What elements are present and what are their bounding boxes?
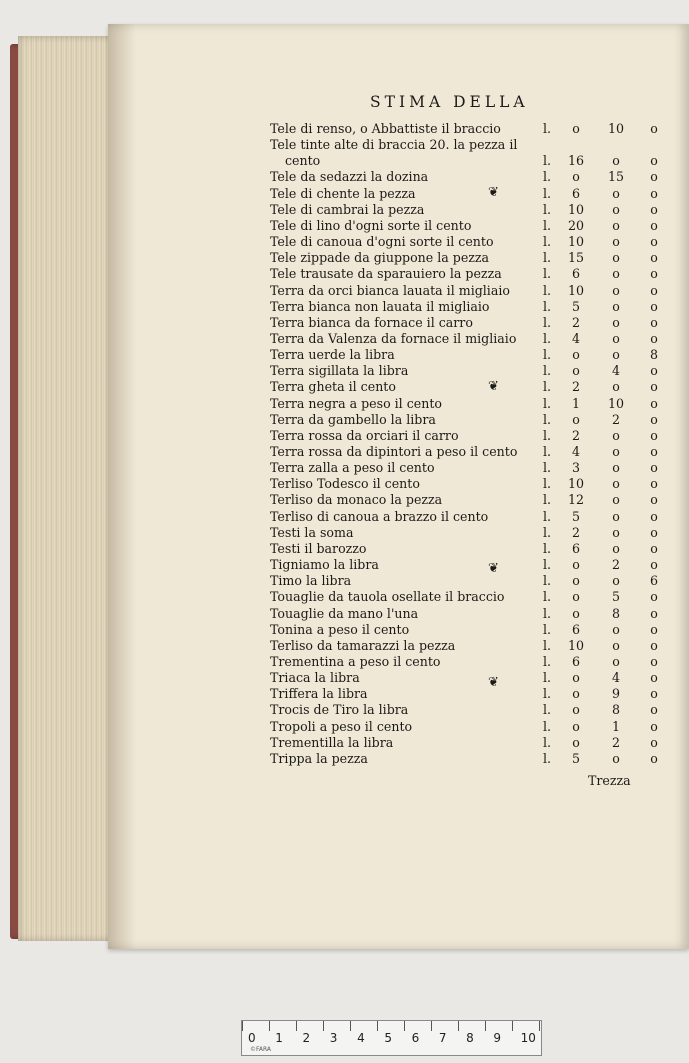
item-description: Trocis de Tiro la libra — [270, 702, 409, 718]
table-row — [0, 363, 689, 379]
unit-label: l. — [543, 363, 552, 379]
table-row — [0, 670, 689, 686]
table-row — [0, 686, 689, 702]
table-row — [0, 412, 689, 428]
value-col-1: o — [572, 702, 580, 718]
value-col-1: o — [572, 363, 580, 379]
value-col-1: 4 — [571, 444, 580, 459]
ruler-number: 0 — [248, 1031, 256, 1045]
item-description: Terra bianca non lauata il migliaio — [270, 298, 490, 314]
value-col-2: o — [612, 637, 620, 653]
value-col-3: o — [650, 621, 658, 637]
unit-label: l. — [543, 121, 552, 136]
value-col-1: 6 — [571, 266, 580, 282]
table-row — [0, 492, 689, 508]
table-row — [0, 444, 689, 460]
value-col-2: o — [612, 573, 620, 589]
value-col-2: 2 — [611, 411, 620, 427]
value-col-1: o — [572, 605, 580, 621]
item-description: Triffera la libra — [270, 686, 368, 702]
value-col-2: o — [612, 298, 620, 314]
fleuron-icon: ❦ — [488, 675, 499, 690]
value-col-1: 10 — [567, 201, 585, 217]
value-col-1: o — [572, 718, 580, 734]
ruler-number: 5 — [384, 1031, 392, 1045]
value-col-3: o — [650, 379, 658, 395]
item-description: Timo la libra — [270, 573, 352, 589]
ruler-number: 9 — [493, 1031, 502, 1045]
value-col-1: o — [572, 169, 580, 185]
unit-label: l. — [543, 686, 552, 702]
table-row — [0, 266, 689, 282]
value-col-1: o — [572, 686, 580, 702]
unit-label: l. — [543, 185, 552, 201]
item-description: Terliso da tamarazzi la pezza — [270, 637, 456, 653]
value-col-1: 12 — [567, 492, 585, 508]
value-col-3: o — [650, 686, 658, 702]
fleuron-icon: ❦ — [488, 379, 499, 394]
table-row — [0, 283, 689, 299]
value-col-3: o — [650, 250, 658, 266]
unit-label: l. — [543, 589, 552, 605]
ruler-number: 6 — [411, 1031, 420, 1045]
value-col-3: o — [650, 492, 658, 508]
value-col-2: o — [612, 508, 620, 524]
item-description: Terliso da monaco la pezza — [270, 492, 443, 508]
unit-label: l. — [543, 508, 552, 524]
value-col-2: o — [612, 314, 620, 330]
table-row — [0, 751, 689, 767]
value-col-1: 20 — [567, 217, 585, 233]
item-description: Tropoli a peso il cento — [270, 718, 413, 734]
value-col-3: o — [650, 605, 658, 621]
unit-label: l. — [543, 460, 552, 476]
value-col-2: o — [612, 379, 620, 395]
value-col-1: 2 — [571, 314, 580, 330]
ruler-number: 2 — [302, 1031, 311, 1045]
value-col-3: o — [650, 314, 658, 330]
value-col-2: 15 — [607, 169, 625, 185]
unit-label: l. — [543, 444, 552, 459]
value-col-1: o — [572, 411, 580, 427]
unit-label: l. — [543, 201, 552, 217]
item-description: Tele di canoua d'ogni sorte il cento — [270, 234, 494, 250]
value-col-1: 15 — [567, 250, 585, 266]
value-col-1: o — [572, 557, 580, 573]
unit-label: l. — [543, 476, 552, 492]
ruler-number: 7 — [438, 1031, 447, 1045]
value-col-2: o — [612, 217, 620, 233]
value-col-1: o — [572, 121, 580, 136]
table-row — [0, 476, 689, 492]
running-heading: STIMA DELLA — [370, 93, 529, 111]
value-col-2: o — [612, 282, 620, 298]
value-col-2: o — [612, 621, 620, 637]
value-col-3: o — [650, 363, 658, 379]
ruler-number: 10 — [520, 1031, 536, 1045]
value-col-3: o — [650, 444, 658, 459]
item-description: Tele da sedazzi la dozina — [270, 169, 429, 185]
value-col-1: o — [572, 670, 580, 686]
ruler-number: 4 — [357, 1031, 365, 1045]
unit-label: l. — [543, 395, 552, 411]
value-col-2: o — [612, 347, 620, 363]
unit-label: l. — [543, 169, 552, 185]
table-row — [0, 589, 689, 605]
unit-label: l. — [543, 750, 552, 766]
ruler-brand: ©FARA — [250, 1046, 272, 1053]
ruler-number: 1 — [275, 1031, 283, 1045]
value-col-3: o — [650, 201, 658, 217]
value-col-1: 5 — [571, 508, 580, 524]
value-col-1: o — [572, 573, 580, 589]
value-col-1: 6 — [571, 540, 580, 556]
item-description: cento — [285, 153, 321, 169]
value-col-2: o — [612, 750, 620, 766]
item-description: Terra da orci bianca lauata il migliaio — [270, 282, 510, 298]
table-row — [0, 186, 689, 202]
table-row — [0, 121, 689, 137]
value-col-3: 6 — [649, 573, 658, 589]
item-description: Tonina a peso il cento — [270, 621, 410, 637]
value-col-1: 10 — [567, 476, 585, 492]
value-col-3: o — [650, 524, 658, 540]
value-col-3: o — [650, 169, 658, 185]
item-description: Trippa la pezza — [270, 750, 368, 766]
table-row — [0, 735, 689, 751]
unit-label: l. — [543, 314, 552, 330]
value-col-2: o — [612, 234, 620, 250]
item-description: Tele di cambrai la pezza — [270, 201, 425, 217]
value-col-3: o — [650, 266, 658, 282]
table-row — [0, 719, 689, 735]
value-col-2: o — [612, 444, 620, 459]
unit-label: l. — [543, 217, 552, 233]
item-description: Tele trausate da sparauiero la pezza — [270, 266, 502, 282]
value-col-1: 2 — [571, 524, 580, 540]
value-col-1: o — [572, 734, 580, 750]
value-col-3: o — [650, 718, 658, 734]
unit-label: l. — [543, 250, 552, 266]
unit-label: l. — [543, 411, 552, 427]
table-row — [0, 379, 689, 395]
value-col-3: o — [650, 330, 658, 346]
item-description: Tele tinte alte di braccia 20. la pezza il — [270, 137, 518, 153]
unit-label: l. — [543, 557, 552, 573]
value-col-1: 1 — [571, 395, 580, 411]
table-row — [0, 622, 689, 638]
value-col-1: 5 — [571, 298, 580, 314]
value-col-3: o — [650, 411, 658, 427]
value-col-2: o — [612, 201, 620, 217]
value-col-2: 8 — [611, 702, 620, 718]
value-col-1: o — [572, 589, 580, 605]
table-row — [0, 573, 689, 589]
value-col-2: o — [612, 266, 620, 282]
value-col-2: o — [612, 476, 620, 492]
table-row — [0, 234, 689, 250]
value-col-2: o — [612, 330, 620, 346]
table-row — [0, 606, 689, 622]
value-col-3: 8 — [649, 347, 658, 363]
table-row — [0, 509, 689, 525]
unit-label: l. — [543, 330, 552, 346]
table-row — [0, 137, 689, 153]
value-col-3: o — [650, 750, 658, 766]
unit-label: l. — [543, 605, 552, 621]
item-description: Terra uerde la libra — [270, 347, 395, 363]
table-row — [0, 299, 689, 315]
value-col-3: o — [650, 702, 658, 718]
value-col-1: 10 — [567, 637, 585, 653]
value-col-2: 9 — [611, 686, 620, 702]
unit-label: l. — [543, 637, 552, 653]
value-col-1: o — [572, 347, 580, 363]
unit-label: l. — [543, 492, 552, 508]
unit-label: l. — [543, 298, 552, 314]
value-col-3: o — [650, 653, 658, 669]
table-row — [0, 525, 689, 541]
value-col-2: o — [612, 153, 620, 169]
item-description: Terra negra a peso il cento — [270, 395, 442, 411]
value-col-1: 2 — [571, 379, 580, 395]
value-col-3: o — [650, 153, 658, 169]
table-row — [0, 315, 689, 331]
catchword: Trezza — [588, 773, 631, 788]
value-col-1: 4 — [571, 330, 580, 346]
item-description: Terliso di canoua a brazzo il cento — [270, 508, 489, 524]
value-col-3: o — [650, 670, 658, 686]
value-col-2: o — [612, 524, 620, 540]
unit-label: l. — [543, 234, 552, 250]
value-col-3: o — [650, 637, 658, 653]
table-row — [0, 218, 689, 234]
value-col-3: o — [650, 476, 658, 492]
ruler-number: 3 — [329, 1031, 338, 1045]
item-description: Tigniamo la libra — [270, 557, 379, 573]
value-col-3: o — [650, 460, 658, 476]
unit-label: l. — [543, 379, 552, 395]
item-description: Tele di renso, o Abbattiste il braccio — [270, 121, 501, 136]
value-col-1: 5 — [571, 750, 580, 766]
unit-label: l. — [543, 524, 552, 540]
table-row — [0, 396, 689, 412]
item-description: Tele di lino d'ogni sorte il cento — [270, 217, 472, 233]
value-col-2: o — [612, 185, 620, 201]
item-description: Terra bianca da fornace il carro — [270, 314, 473, 330]
value-col-2: o — [612, 250, 620, 266]
item-description: Terra da gambello la libra — [270, 411, 436, 427]
table-row — [0, 541, 689, 557]
ruler-ticks — [242, 1021, 541, 1031]
fleuron-icon: ❦ — [488, 561, 499, 576]
table-row — [0, 428, 689, 444]
value-col-1: 16 — [567, 153, 585, 169]
table-row — [0, 169, 689, 185]
value-col-2: o — [612, 460, 620, 476]
value-col-1: 3 — [571, 460, 580, 476]
value-col-1: 10 — [567, 234, 585, 250]
item-description: Terliso Todesco il cento — [270, 476, 420, 492]
value-col-2: o — [612, 427, 620, 443]
unit-label: l. — [543, 540, 552, 556]
value-col-3: o — [650, 282, 658, 298]
item-description: Terra gheta il cento — [270, 379, 396, 395]
unit-label: l. — [543, 734, 552, 750]
table-row — [0, 702, 689, 718]
item-description: Tele di chente la pezza — [270, 185, 416, 201]
value-col-3: o — [650, 185, 658, 201]
table-row — [0, 460, 689, 476]
unit-label: l. — [543, 702, 552, 718]
table-row — [0, 347, 689, 363]
value-col-2: 4 — [611, 363, 620, 379]
value-col-1: 6 — [571, 653, 580, 669]
value-col-2: o — [612, 540, 620, 556]
value-col-1: 2 — [571, 427, 580, 443]
unit-label: l. — [543, 427, 552, 443]
value-col-1: 6 — [571, 185, 580, 201]
table-row — [0, 654, 689, 670]
unit-label: l. — [543, 153, 552, 169]
item-description: Trementina a peso il cento — [270, 653, 441, 669]
table-row — [0, 153, 689, 169]
value-col-3: o — [650, 589, 658, 605]
value-col-2: 1 — [611, 718, 620, 734]
value-col-3: o — [650, 395, 658, 411]
unit-label: l. — [543, 347, 552, 363]
value-col-3: o — [650, 217, 658, 233]
unit-label: l. — [543, 718, 552, 734]
ruler-numbers — [248, 1031, 536, 1045]
value-col-2: 4 — [611, 670, 620, 686]
value-col-2: 2 — [611, 734, 620, 750]
value-col-2: 8 — [611, 605, 620, 621]
value-col-3: o — [650, 557, 658, 573]
item-description: Triaca la libra — [270, 670, 360, 686]
value-col-1: 10 — [567, 282, 585, 298]
unit-label: l. — [543, 282, 552, 298]
table-row — [0, 250, 689, 266]
value-col-3: o — [650, 734, 658, 750]
table-row — [0, 331, 689, 347]
value-col-3: o — [650, 540, 658, 556]
table-row — [0, 638, 689, 654]
item-description: Terra rossa da orciari il carro — [270, 427, 459, 443]
value-col-2: 10 — [607, 121, 625, 136]
table-row — [0, 202, 689, 218]
ruler-number: 8 — [466, 1031, 474, 1045]
unit-label: l. — [543, 670, 552, 686]
item-description: Terra sigillata la libra — [270, 363, 409, 379]
table-row — [0, 557, 689, 576]
item-description: Touaglie da mano l'una — [270, 605, 419, 621]
item-description: Testi il barozzo — [270, 540, 367, 556]
unit-label: l. — [543, 266, 552, 282]
value-col-3: o — [650, 508, 658, 524]
value-col-2: 2 — [611, 557, 620, 573]
item-description: Terra rossa da dipintori a peso il cento — [270, 444, 518, 459]
item-description: Tele zippade da giuppone la pezza — [270, 250, 490, 266]
value-col-2: o — [612, 653, 620, 669]
item-description: Touaglie da tauola osellate il braccio — [270, 589, 505, 605]
unit-label: l. — [543, 573, 552, 589]
value-col-2: o — [612, 492, 620, 508]
item-description: Testi la soma — [270, 524, 354, 540]
unit-label: l. — [543, 621, 552, 637]
value-col-3: o — [650, 427, 658, 443]
value-col-3: o — [650, 298, 658, 314]
value-col-2: 5 — [611, 589, 620, 605]
fleuron-icon: ❦ — [488, 185, 499, 200]
value-col-3: o — [650, 234, 658, 250]
unit-label: l. — [543, 653, 552, 669]
value-col-3: o — [650, 121, 658, 136]
item-description: Terra da Valenza da fornace il migliaio — [270, 330, 517, 346]
value-col-1: 6 — [571, 621, 580, 637]
scale-ruler — [241, 1020, 542, 1056]
item-description: Trementilla la libra — [270, 734, 394, 750]
item-description: Terra zalla a peso il cento — [270, 460, 435, 476]
value-col-2: 10 — [607, 395, 625, 411]
